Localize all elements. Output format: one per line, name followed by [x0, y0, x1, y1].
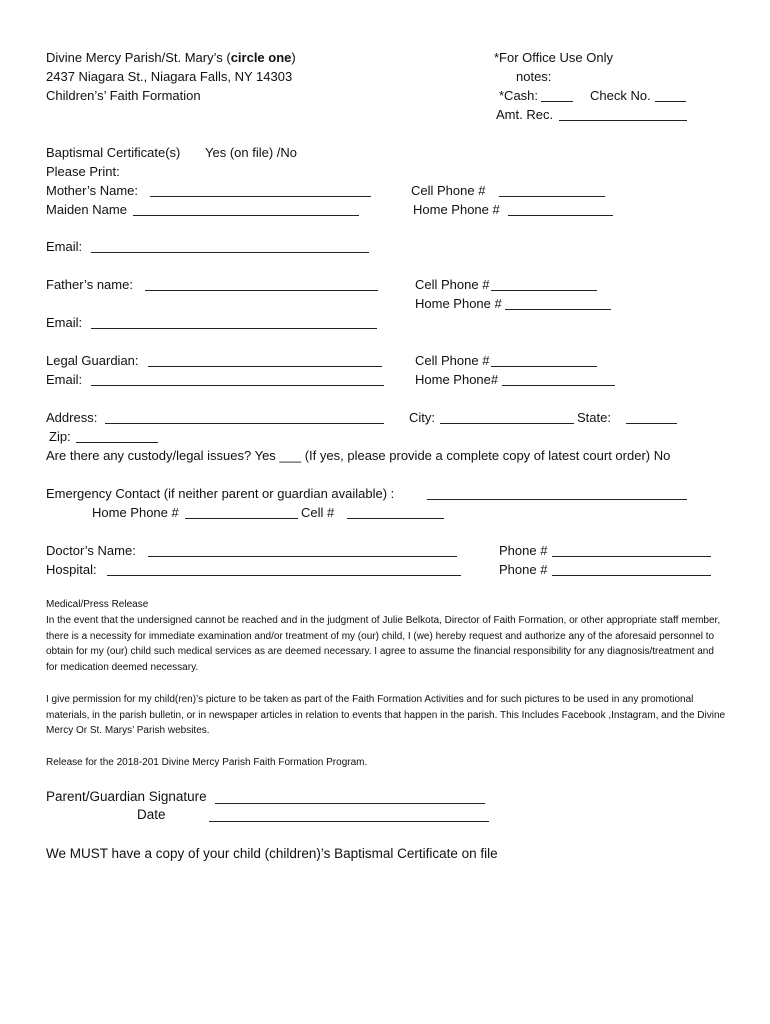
hospital-field[interactable] — [107, 575, 461, 576]
zip-field[interactable] — [76, 442, 158, 443]
father-cell-label: Cell Phone # — [415, 277, 490, 292]
doctor-phone-field[interactable] — [552, 556, 711, 557]
emergency-home-label: Home Phone # — [92, 505, 179, 520]
mother-cell-label: Cell Phone # — [411, 183, 486, 198]
custody-question: Are there any custody/legal issues? Yes ___ (If yes, please provide a complete copy of latest court order) No — [46, 448, 671, 463]
doctor-name-field[interactable] — [148, 556, 457, 557]
signature-field[interactable] — [215, 803, 485, 804]
circle-one-label: circle one — [230, 50, 292, 65]
date-label: Date — [137, 807, 166, 822]
medical-release-paragraph: In the event that the undersigned cannot be reached and in the judgment of Julie Belkota, Director of Faith Formation, or other appropriate staff member, there is a necessity for immediate examination and/or treatment of my (our) child, I (we) hereby request and authorize any of the aforesaid personnel to obtain for my (our) child such medical services as are deemed necessary. I agree to assume the financial responsibility for any diagnosis/treatment and for medication deemed necessary. — [46, 615, 721, 674]
doctor-name-label: Doctor’s Name: — [46, 543, 136, 558]
office-notes-label: notes: — [516, 69, 552, 84]
release-title: Medical/Press Release — [46, 599, 149, 610]
mother-home-label: Home Phone # — [413, 202, 500, 217]
office-use-title: *For Office Use Only — [494, 50, 613, 65]
address-field[interactable] — [105, 423, 384, 424]
doctor-phone-label: Phone # — [499, 543, 548, 558]
please-print-label: Please Print: — [46, 164, 120, 179]
father-home-label: Home Phone # — [415, 296, 502, 311]
city-label: City: — [409, 410, 435, 425]
maiden-name-label: Maiden Name — [46, 202, 127, 217]
baptismal-options[interactable]: Yes (on file) /No — [205, 145, 298, 160]
father-home-field[interactable] — [505, 309, 611, 310]
office-amt-field[interactable] — [559, 120, 687, 121]
emergency-contact-label: Emergency Contact (if neither parent or guardian available) : — [46, 486, 395, 501]
guardian-email-field[interactable] — [91, 385, 384, 386]
release-program-line: Release for the 2018-201 Divine Mercy Parish Faith Formation Program. — [46, 757, 368, 768]
baptismal-label: Baptismal Certificate(s) — [46, 145, 181, 160]
signature-label: Parent/Guardian Signature — [46, 789, 207, 804]
emergency-cell-field[interactable] — [347, 518, 444, 519]
office-amt-label: Amt. Rec. — [496, 107, 554, 122]
parish-address: 2437 Niagara St., Niagara Falls, NY 14303 — [46, 69, 293, 84]
hospital-phone-field[interactable] — [552, 575, 711, 576]
emergency-cell-label: Cell # — [301, 505, 335, 520]
guardian-home-field[interactable] — [502, 385, 615, 386]
guardian-cell-field[interactable] — [491, 366, 597, 367]
city-field[interactable] — [440, 423, 574, 424]
mother-name-label: Mother’s Name: — [46, 183, 138, 198]
father-name-label: Father’s name: — [46, 277, 133, 292]
guardian-email-label: Email: — [46, 372, 83, 387]
program-name: Children’s’ Faith Formation — [46, 88, 201, 103]
office-cash-label: *Cash: — [499, 88, 539, 103]
mother-email-label: Email: — [46, 239, 83, 254]
state-label: State: — [577, 410, 611, 425]
zip-label: Zip: — [49, 429, 71, 444]
maiden-name-field[interactable] — [133, 215, 359, 216]
emergency-contact-field[interactable] — [427, 499, 687, 500]
guardian-home-label: Home Phone# — [415, 372, 499, 387]
hospital-label: Hospital: — [46, 562, 97, 577]
baptismal-requirement-note: We MUST have a copy of your child (children)’s Baptismal Certificate on file — [46, 846, 498, 861]
father-email-label: Email: — [46, 315, 83, 330]
emergency-home-field[interactable] — [185, 518, 298, 519]
mother-cell-field[interactable] — [499, 196, 605, 197]
office-check-label: Check No. — [590, 88, 651, 103]
state-field[interactable] — [626, 423, 677, 424]
father-cell-field[interactable] — [491, 290, 597, 291]
guardian-name-label: Legal Guardian: — [46, 353, 139, 368]
father-name-field[interactable] — [145, 290, 378, 291]
date-field[interactable] — [209, 821, 489, 822]
office-check-field[interactable] — [655, 101, 686, 102]
guardian-cell-label: Cell Phone # — [415, 353, 490, 368]
address-label: Address: — [46, 410, 98, 425]
hospital-phone-label: Phone # — [499, 562, 548, 577]
parish-name: Divine Mercy Parish/St. Mary’s (circle one) — [46, 50, 296, 65]
father-email-field[interactable] — [91, 328, 377, 329]
mother-home-field[interactable] — [508, 215, 613, 216]
mother-name-field[interactable] — [150, 196, 371, 197]
office-cash-field[interactable] — [541, 101, 573, 102]
mother-email-field[interactable] — [91, 252, 369, 253]
press-release-paragraph: I give permission for my child(ren)’s picture to be taken as part of the Faith Formation Activities and for such pictures to be used in any promotional materials, in the parish bulletin, or in newspaper articles in relation to events that happen in the parish. This Includes Facebook ,Instagram, and the Divine Mercy Or St. Marys’ Parish websites. — [46, 694, 726, 737]
guardian-name-field[interactable] — [148, 366, 382, 367]
